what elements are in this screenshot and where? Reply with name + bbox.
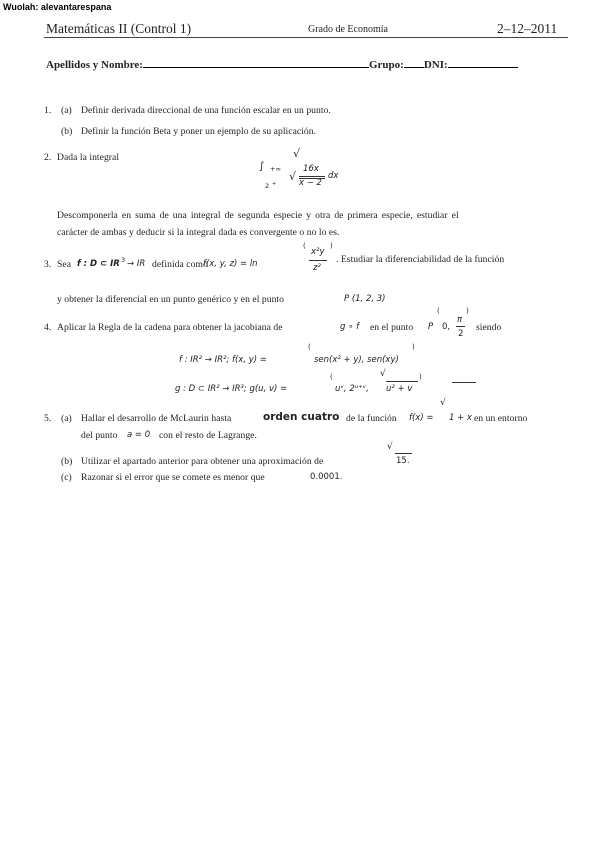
name-label: Apellidos y Nombre:: [46, 59, 143, 71]
q3-domain-map: f : D ⊂ IR: [77, 259, 120, 269]
q3-study-text: . Estudiar la diferenciabilidad de la función: [336, 254, 505, 265]
q5b-label: (b): [61, 456, 73, 467]
q4-g-root-bar: [386, 381, 418, 382]
group-label: Grupo:: [368, 59, 404, 71]
student-form-row: [46, 58, 518, 71]
exam-title: Matemáticas II (Control 1): [46, 21, 192, 36]
q5a-root-body: 1 + x: [449, 413, 472, 423]
q5b-root-bar: [395, 453, 412, 454]
q3-point: P (1, 2, 3): [344, 294, 386, 304]
q2-body-line1: Descomponerla en suma de una integral de segunda especie y otra de primera especie, estudiar el: [57, 210, 459, 221]
outer-root-symbol: √: [293, 147, 301, 160]
inner-root-bar: [299, 178, 325, 179]
q4-g-paren-open: (: [330, 373, 333, 381]
q4-point-paren-close: ): [466, 307, 469, 315]
q3-defined-as: definida como: [152, 259, 208, 270]
q5c-label: (c): [61, 472, 72, 483]
integral-dx: dx: [328, 171, 339, 181]
integral-lower-limit: 2: [265, 182, 270, 190]
q4-pi-fraction-bar: [456, 326, 465, 327]
q5a-bold-order: orden cuatro: [263, 411, 340, 423]
q4-g-root-body: u² + v: [386, 384, 413, 394]
q4-number: 4.: [44, 322, 52, 333]
q4-trailing-line: [452, 382, 476, 383]
q4-composition: g ∘ f: [340, 322, 360, 332]
header-divider: [44, 37, 568, 38]
watermark: Wuolah: alevantarespana: [3, 2, 112, 12]
q5a-function: f(x) =: [409, 413, 434, 423]
q3-fraction-numerator: x²y: [311, 247, 325, 257]
q4-text3: siendo: [476, 322, 502, 333]
dni-label: DNI:: [423, 59, 448, 71]
q5a-text3: en un entorno: [474, 413, 528, 424]
q3-line2: y obtener la diferencial en un punto genérico y en el punto: [57, 294, 284, 305]
q4-point-two: 2: [458, 329, 464, 339]
q4-point-label: P: [428, 322, 434, 332]
q1b-label: (b): [61, 126, 73, 137]
q2-body-line2: carácter de ambas y deducir si la integral dada es convergente o no lo es.: [57, 227, 340, 238]
integrand-denominator: x − 2: [299, 178, 322, 188]
q5b-value: 15.: [396, 456, 410, 466]
q1a-text: Definir derivada direccional de una función escalar en un punto.: [81, 105, 331, 116]
q3-function-lhs: f(x, y, z) = ln: [203, 259, 258, 269]
q4-g-root-symbol: √: [380, 369, 386, 379]
q4-f-paren-open: (: [308, 343, 311, 351]
q5b-root-symbol: √: [387, 442, 393, 452]
q5a-line2: del punto: [81, 430, 118, 441]
q5a-point: a = 0: [127, 430, 151, 440]
q2-number: 2.: [44, 152, 52, 163]
q5a-root-symbol: √: [440, 398, 446, 408]
integrand-numerator: 16x: [303, 164, 319, 174]
q4-point-paren-open: (: [437, 307, 440, 315]
q4-point-first: 0,: [442, 322, 451, 332]
program-name: Grado de Economía: [308, 24, 388, 35]
integral-sign: ∫: [259, 161, 265, 172]
q5a-label: (a): [61, 413, 72, 424]
q3-fraction-bar: [309, 260, 327, 261]
q3-paren-close: ): [330, 242, 333, 250]
q3-domain-exponent: 3: [121, 256, 126, 264]
q2-intro: Dada la integral: [57, 152, 120, 163]
q1b-text: Definir la función Beta y poner un ejemplo de su aplicación.: [81, 126, 317, 137]
q3-paren-open: (: [303, 242, 306, 250]
q3-number: 3.: [44, 259, 52, 270]
name-field[interactable]: [143, 58, 369, 68]
q3-fraction-denominator: z²: [313, 263, 321, 273]
q4-point-pi: π: [457, 315, 463, 325]
integrand-fraction-bar: [299, 176, 325, 177]
inner-root-symbol: √: [289, 170, 297, 183]
q4-text1: Aplicar la Regla de la cadena para obtener la jacobiana de: [57, 322, 283, 333]
q3-arrow-codomain: → IR: [127, 259, 146, 269]
q5a-text1: Hallar el desarrollo de McLaurin hasta: [81, 413, 232, 424]
q5c-value: 0.0001.: [310, 472, 343, 482]
q4-g-body: uᵛ, 2ᵘ⁺ᵛ,: [335, 384, 369, 394]
q5b-text: Utilizar el apartado anterior para obtener una aproximación de: [81, 456, 324, 467]
q5a-line2b: con el resto de Lagrange.: [159, 430, 257, 441]
q4-f-body: sen(x² + y), sen(xy): [314, 355, 399, 365]
q4-g-definition: g : D ⊂ IR² → IR³; g(u, v) =: [175, 384, 288, 394]
q3-sea: Sea: [57, 259, 72, 270]
q4-text2: en el punto: [370, 322, 414, 333]
q4-f-definition: f : IR² → IR²; f(x, y) =: [179, 355, 267, 365]
q5c-text: Razonar si el error que se comete es menor que: [81, 472, 265, 483]
exam-date: 2–12–2011: [497, 21, 558, 36]
group-field[interactable]: [404, 58, 424, 68]
q5-number: 5.: [44, 413, 52, 424]
q5a-text2: de la función: [346, 413, 397, 424]
integral-upper-limit: +∞: [270, 165, 281, 173]
q4-f-paren-close: ): [412, 343, 415, 351]
dni-field[interactable]: [448, 58, 518, 68]
integral-lower-sup: +: [272, 181, 277, 187]
q1-number: 1.: [44, 105, 52, 116]
q1a-label: (a): [61, 105, 72, 116]
q4-g-paren-close: ): [419, 373, 422, 381]
